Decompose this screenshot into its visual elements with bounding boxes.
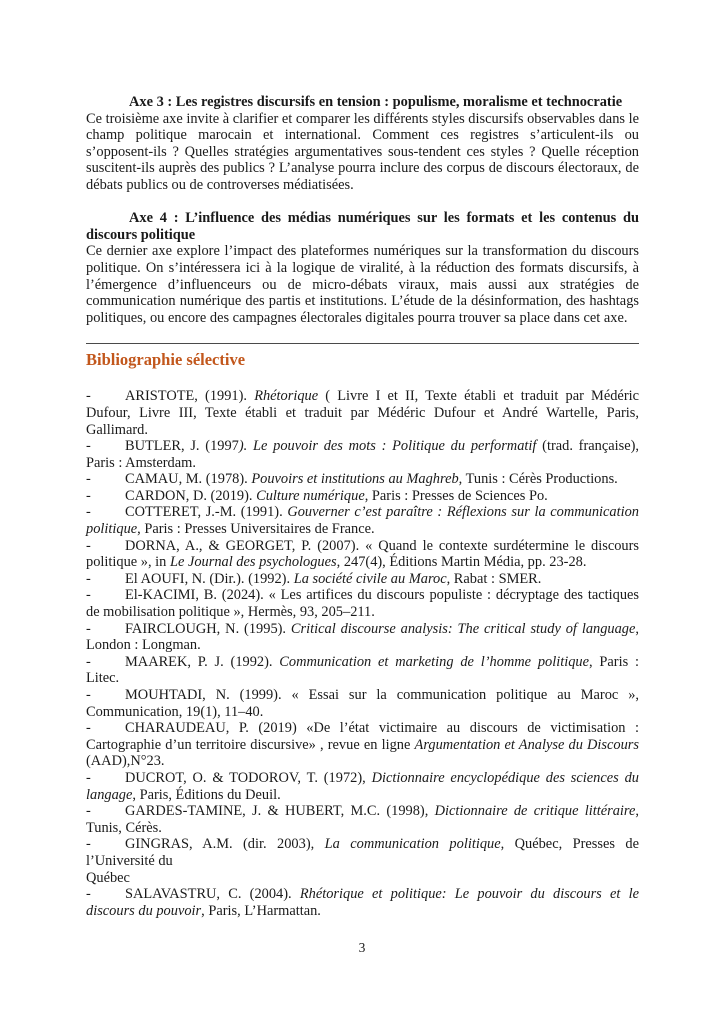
bibliography-entry (86, 770, 639, 803)
bibliography-list (86, 388, 639, 919)
bibliography-title: Bibliographie sélective (86, 350, 246, 370)
entry-dash: - (86, 769, 91, 786)
entry-text: El-KACIMI, B. (2024). « Les artifices du discours populiste : décryptage des tactiques de mobilisation politique », Hermès, 93, 205–211. (86, 587, 639, 621)
bibliography-entry (86, 621, 639, 654)
entry-dash: - (86, 803, 91, 820)
entry-text: COTTERET, J.-M. (1991). (125, 504, 288, 521)
entry-title-italic: Rhétorique et politique: Le pouvoir du discours et le discours du pouvoir (86, 886, 639, 919)
bibliography-entry (86, 538, 639, 571)
entry-text: , Paris : Presses de Sciences Po. (364, 487, 548, 504)
entry-title-italic: Le Journal des psychologues (169, 554, 337, 571)
bibliography-entry (86, 438, 639, 471)
document-content (86, 94, 639, 919)
entry-text: ( Livre I et II, Texte établi et traduit par Médéric Dufour, Livre III, Texte établi et traduit par Médéric Dufour et André Wartelle, Paris, Gallimard. (86, 388, 639, 438)
entry-text: GINGRAS, A.M. (dir. 2003), (125, 836, 325, 853)
entry-dash: - (86, 504, 91, 521)
entry-title-italic: Gouverner c’est paraître : Réflexions sur la communication politique (86, 504, 639, 538)
entry-dash: - (86, 620, 91, 637)
entry-text: MAAREK, P. J. (1992). (125, 653, 280, 670)
entry-title-italic: Rhétorique (254, 388, 319, 405)
bibliography-entry (86, 488, 639, 505)
entry-text: GARDES-TAMINE, J. & HUBERT, M.C. (1998), (125, 803, 435, 820)
bibliography-entry (86, 803, 639, 836)
entry-text: , London : Longman. (86, 620, 639, 654)
bibliography-entry (86, 836, 639, 886)
entry-text: CHARAUDEAU, P. (2019) «De l’état victimaire au discours de victimisation : Cartographie d’un territoire discursive» , revue en ligne (86, 720, 639, 753)
entry-title-italic: Critical discourse analysis: The critical study of language (290, 620, 636, 637)
entry-dash: - (86, 720, 91, 737)
entry-title-italic: Argumentation et Analyse du Discours (414, 736, 640, 753)
entry-text: , Paris : Litec. (86, 653, 639, 687)
entry-text: FAIRCLOUGH, N. (1995). (125, 620, 291, 637)
entry-text: , Paris : Presses Universitaires de France. (137, 521, 375, 538)
entry-title-italic: Dictionnaire encyclopédique des sciences du langage (86, 769, 639, 803)
entry-text: Québec (86, 869, 130, 886)
bibliography-entry (86, 388, 639, 438)
axe3-body: Ce troisième axe invite à clarifier et comparer les différents styles discursifs observables dans le champ politique marocain et international. Comment ces registres s’articulent-ils ou s’opposent-ils ? Quelles stratégies argumentatives sous-tendent ces styles ? Quelle réception suscitent-ils auprès des publics ? L’analyse pourra inclure des corpus de discours électoraux, de débats publics ou de controverses médiatisées. (86, 110, 639, 193)
axe3-heading: Axe 3 : Les registres discursifs en tension : populisme, moralisme et technocratie (129, 94, 623, 110)
entry-text: (AAD),N°23. (86, 753, 165, 770)
entry-dash: - (86, 687, 91, 703)
entry-text: CAMAU, M. (1978). (125, 471, 252, 488)
entry-dash: - (86, 471, 91, 488)
entry-text: CARDON, D. (2019). (125, 487, 257, 504)
entry-title-italic: La société civile au Maroc (293, 570, 447, 587)
bibliography-entry (86, 471, 639, 488)
entry-text: , 247(4), Éditions Martin Média, pp. 23-28. (336, 554, 587, 571)
entry-text: ARISTOTE, (1991). (125, 388, 255, 405)
entry-title-italic: Culture numérique (256, 487, 365, 504)
entry-text: (trad. française), Paris : Amsterdam. (86, 438, 639, 471)
entry-dash: - (86, 587, 91, 604)
entry-dash: - (86, 836, 91, 853)
entry-dash: - (86, 886, 91, 903)
entry-title-italic: La communication politique (324, 836, 501, 853)
bibliography-entry (86, 587, 639, 620)
entry-text: DUCROT, O. & TODOROV, T. (1972), (125, 769, 372, 786)
entry-text: DORNA, A., & GEORGET, P. (2007). « Quand le contexte surdétermine le discours politique », in (86, 537, 639, 571)
entry-text: , Rabat : SMER. (446, 570, 542, 587)
entry-text: , Tunis, Cérès. (86, 803, 639, 836)
entry-text: El AOUFI, N. (Dir.). (1992). (125, 570, 294, 587)
bibliography-entry (86, 886, 639, 919)
bibliography-entry (86, 687, 639, 720)
bibliography-entry (86, 571, 639, 588)
page-number: 3 (358, 940, 366, 955)
entry-dash: - (86, 388, 91, 405)
entry-title-italic: ). Le pouvoir des mots : Politique du performatif (238, 438, 537, 455)
bibliography-entry (86, 504, 639, 537)
entry-text: BUTLER, J. (1997 (125, 438, 239, 455)
horizontal-rule (86, 343, 639, 344)
axe4-body: Ce dernier axe explore l’impact des plateformes numériques sur la transformation du discours politique. On s’intéressera ici à la logique de viralité, à la réduction des formats discursifs, à l’émergence d’influenceurs ou de micro-débats viraux, mais aussi aux stratégies de communication numérique des partis et institutions. L’étude de la désinformation, des hashtags politiques, ou encore des campagnes électorales digitales pourra trouver sa place dans cet axe. (86, 243, 639, 326)
entry-dash: - (86, 487, 91, 504)
entry-text: , Paris, L’Harmattan. (201, 902, 321, 919)
entry-title-italic: Dictionnaire de critique littéraire (434, 803, 636, 820)
entry-text: MOUHTADI, N. (1999). « Essai sur la communication politique au Maroc », Communication, 19(1), 11–40. (86, 687, 639, 720)
bibliography-entry (86, 654, 639, 687)
entry-text: , Québec, Presses de l’Université du (86, 836, 640, 869)
entry-title-italic: Pouvoirs et institutions au Maghreb (251, 471, 459, 488)
entry-dash: - (86, 537, 91, 554)
entry-dash: - (86, 570, 91, 587)
axe4-heading: Axe 4 : L’influence des médias numériques sur les formats et les contenus du discours politique (86, 210, 639, 243)
entry-text: , Tunis : Cérès Productions. (458, 471, 618, 488)
entry-title-italic: Communication et marketing de l’homme politique (279, 653, 590, 670)
bibliography-entry (86, 720, 639, 770)
entry-dash: - (86, 653, 91, 670)
entry-text: , Paris, Éditions du Deuil. (132, 786, 281, 803)
entry-dash: - (86, 438, 91, 455)
entry-text: SALAVASTRU, C. (2004). (125, 886, 300, 903)
